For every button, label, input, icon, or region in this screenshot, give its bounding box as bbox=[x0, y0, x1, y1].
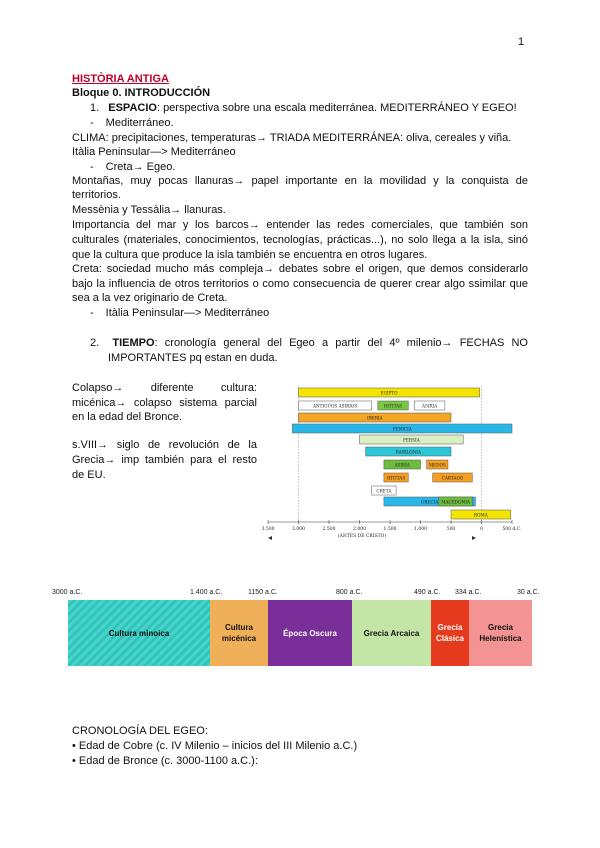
paragraph-line: que la cultura que produce la isla también se encuentra en otros lugares. bbox=[72, 249, 428, 261]
sub-bullet: - Mediterráneo. bbox=[90, 117, 174, 129]
paragraph-line: Creta: sociedad mucho más compleja→ debates sobre el origen, que demos considerarlo bbox=[72, 263, 528, 275]
side-text: de EU. bbox=[72, 469, 106, 481]
crono-item: • Edad de Cobre (c. IV Milenio – inicios del III Milenio a.C.) bbox=[72, 740, 358, 752]
bar-label: ROMA bbox=[473, 512, 488, 518]
paragraph-line: sea a la vez originario de Creta. bbox=[72, 292, 228, 304]
x-tick-label: 1.000 bbox=[414, 527, 427, 532]
timeline-period: Cultura minoica bbox=[68, 600, 210, 666]
x-tick-label: 2.500 bbox=[322, 527, 336, 532]
block-heading: Bloque 0. INTRODUCCIÓN bbox=[72, 87, 211, 99]
x-tick-label: 500 bbox=[446, 527, 456, 532]
messenia-line: Messènia y Tessàlia→ llanuras. bbox=[72, 204, 226, 216]
x-tick-label: 500 d.C. bbox=[502, 527, 522, 532]
timeline-date-label: 3000 a.C. bbox=[52, 589, 83, 596]
chronology-chart bbox=[261, 384, 522, 544]
paragraph-line: Montañas, muy pocas llanuras→ papel importante en la movilidad y la conquista de bbox=[72, 175, 528, 187]
paragraph-line: bajo la influencia de otros territorios o como consecuencia de querer crear algo ssimilar que bbox=[72, 278, 528, 290]
side-text: en la edad del Bronce. bbox=[72, 411, 183, 423]
timeline-period: Cultura micénica bbox=[210, 600, 268, 666]
timeline-period: Época Oscura bbox=[268, 600, 352, 666]
crono-title: CRONOLOGÍA DEL EGEO: bbox=[72, 725, 208, 737]
item-tiempo: 2. TIEMPO: cronología general del Egeo a partir del 4º milenio→ FECHAS NO bbox=[90, 337, 528, 349]
crono-item: • Edad de Bronce (c. 3000-1100 a.C.): bbox=[72, 755, 258, 767]
bar-label: ANTIGUOS ASIRIOS bbox=[312, 403, 358, 409]
bar-label: CARTAGO bbox=[441, 475, 464, 481]
x-tick-label: 0 bbox=[480, 527, 483, 532]
bar-label: BABILONIA bbox=[395, 449, 421, 455]
x-tick-label: 2.000 bbox=[353, 527, 366, 532]
item-heading: ESPACIO bbox=[108, 102, 157, 114]
item-espacio bbox=[90, 101, 517, 115]
side-text: s.VIII→ siglo de revolución de la bbox=[72, 439, 257, 451]
timeline-period: Grecia Helenística bbox=[469, 600, 532, 666]
timeline-date-label: 334 a.C. bbox=[455, 589, 482, 596]
bar-label: FENICIA bbox=[392, 426, 412, 432]
clima-line: CLIMA: precipitaciones, temperaturas→ TRIADA MEDITERRÁNEA: oliva, cereales y viña. bbox=[72, 132, 512, 144]
side-text: Colapso→ diferente cultura: bbox=[72, 382, 257, 394]
sub-bullet: - Itàlia Peninsular—> Mediterráneo bbox=[90, 307, 270, 319]
x-axis-label: (ANTES DE CRISTO) bbox=[337, 534, 387, 539]
timeline-date-label: 1.400 a.C. bbox=[190, 589, 223, 596]
side-text: Grecia→ imp también para el resto bbox=[72, 454, 257, 466]
paragraph-line: Importancia del mar y los barcos→ entender las redes comerciales, que también son bbox=[72, 219, 528, 231]
bar-label: HITITAS bbox=[383, 403, 403, 409]
bar-label: CRETA bbox=[376, 488, 392, 494]
bar-label: HITITAS bbox=[386, 475, 406, 481]
paragraph-line: culturales (materiales, conocimientos, tecnologías, prácticas...), no solo llega a la isla, sinó bbox=[72, 234, 528, 246]
timeline-date-label: 1150 a.C. bbox=[248, 589, 278, 596]
x-tick-label: 3.000 bbox=[292, 527, 305, 532]
bar-label: IBERIA bbox=[366, 415, 383, 421]
arrow-right bbox=[472, 536, 476, 540]
item-number: 1. bbox=[90, 102, 100, 114]
bar-label: EGIPTO bbox=[380, 390, 398, 396]
bar-label: MEDOS bbox=[428, 462, 446, 468]
timeline-date-label: 490 a.C. bbox=[414, 589, 441, 596]
side-text: micénica→ colapso sistema parcial bbox=[72, 397, 257, 409]
timeline-date-label: 800 a.C. bbox=[336, 589, 363, 596]
arrow-left bbox=[268, 536, 272, 540]
timeline-date-label: 30 a.C. bbox=[517, 589, 540, 596]
page-title: HISTÒRIA ANTIGA bbox=[72, 73, 169, 85]
bar-label: ASIRIA bbox=[394, 462, 410, 468]
sub-bullet: - Creta→ Egeo. bbox=[90, 161, 176, 173]
bar-label: GRECIA bbox=[420, 499, 439, 505]
x-tick-label: 1.500 bbox=[383, 527, 397, 532]
page-number: 1 bbox=[518, 36, 525, 48]
item-text: : perspectiva sobre una escala mediterránea. MEDITERRÁNEO Y EGEO! bbox=[156, 102, 517, 114]
bar-label: ASIRIA bbox=[421, 403, 438, 409]
item-tiempo-cont: IMPORTANTES pq estan en duda. bbox=[108, 352, 278, 364]
bar-label: MACEDONIA bbox=[441, 499, 470, 505]
italia-line: Itàlia Peninsular—> Mediterráneo bbox=[72, 146, 236, 158]
bar-label: PERSIA bbox=[403, 437, 420, 443]
paragraph-line: territorios. bbox=[72, 189, 121, 201]
x-tick-label: 3.500 bbox=[261, 527, 275, 532]
timeline-period: Grecia Clásica bbox=[431, 600, 469, 666]
timeline-period: Grecia Arcaica bbox=[352, 600, 431, 666]
